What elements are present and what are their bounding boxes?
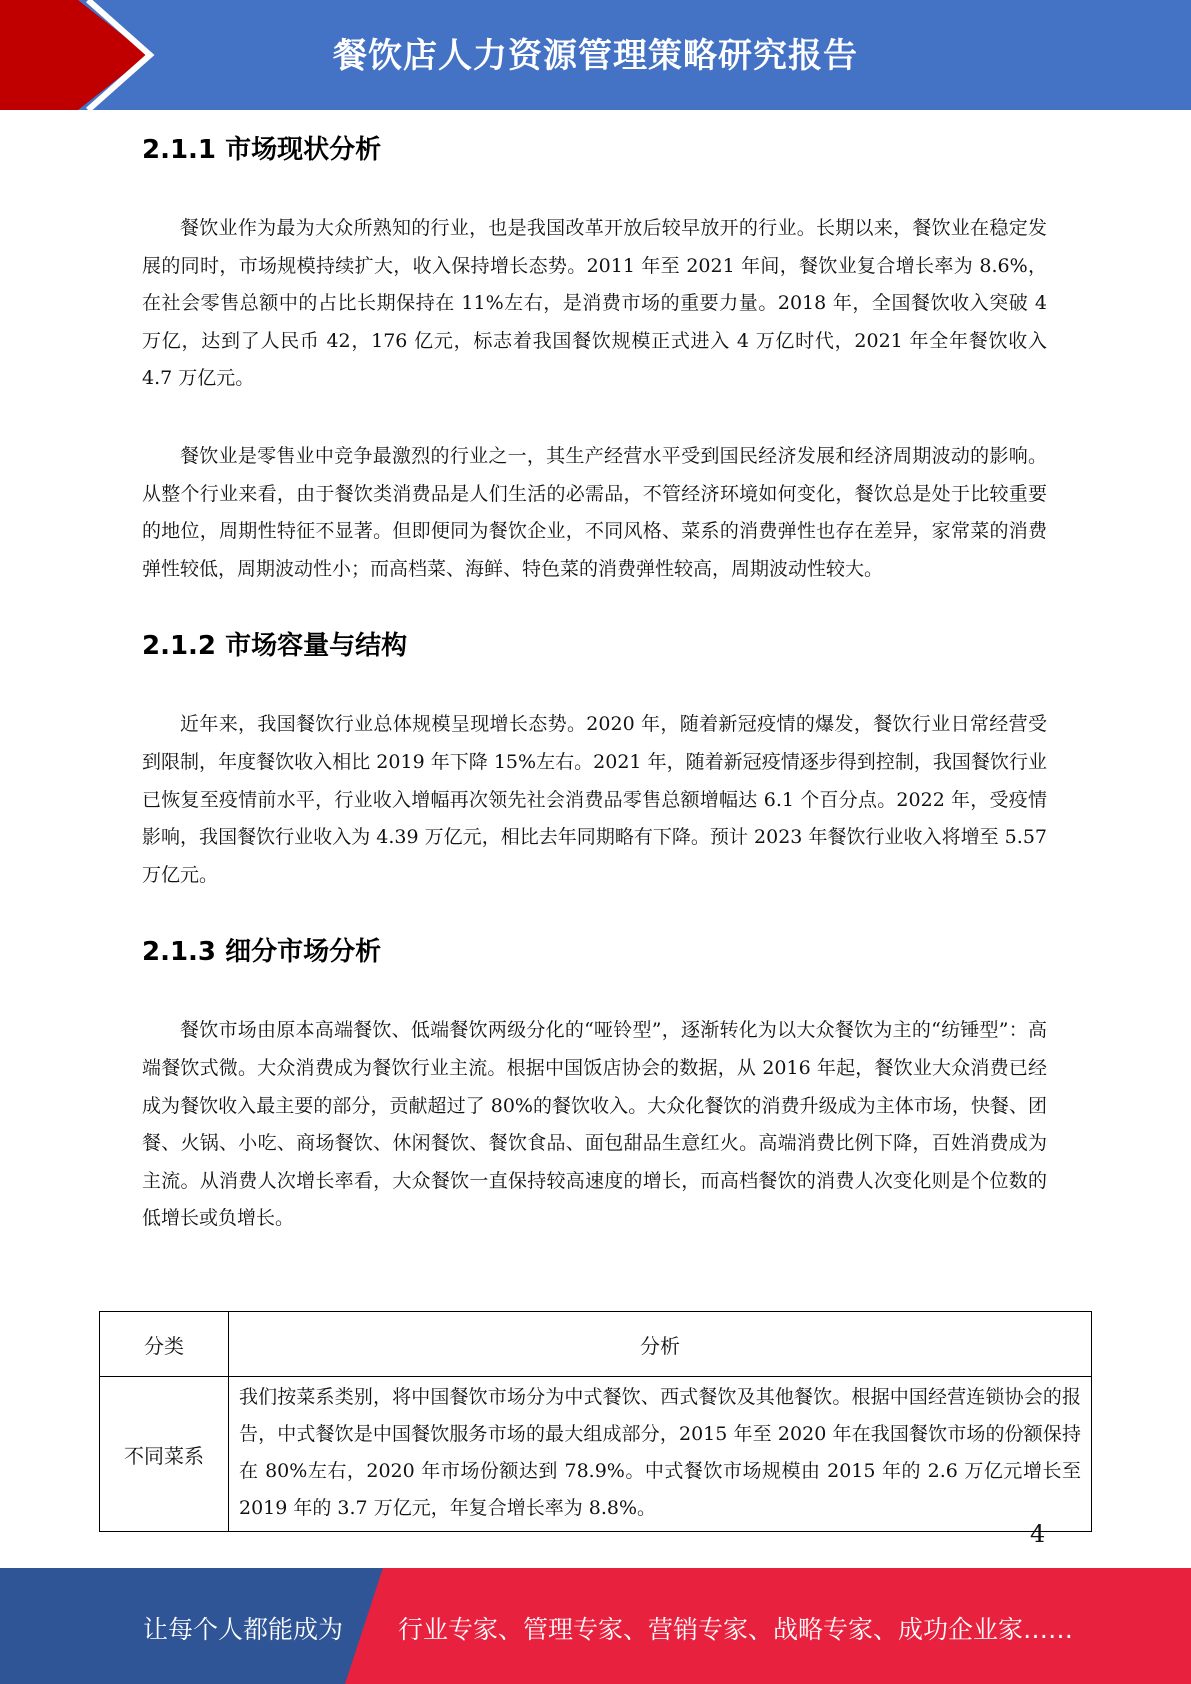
table-row — [100, 1377, 1092, 1532]
header-banner — [0, 0, 1191, 110]
paragraph-market-capacity: 近年来，我国餐饮行业总体规模呈现增长态势。2020 年，随着新冠疫情的爆发，餐饮行业日常经营受到限制，年度餐饮收入相比 2019 年下降 15%左右。2021 年，随着新冠疫情逐步得到控制，我国餐饮行业已恢复至疫情前水平，行业收入增幅再次领先社会消费品零售总额增幅达 6.1 个百分点。2022 年，受疫情影响，我国餐饮行业收入为 4.39 万亿元，相比去年同期略有下降。预计 2023 年餐饮行业收入将增至 5.57 万亿元。 — [142, 713, 1047, 886]
table-header-category: 分类 — [100, 1312, 229, 1377]
page-number: 4 — [1030, 1520, 1046, 1548]
table-header-analysis: 分析 — [229, 1312, 1092, 1377]
footer-slogan-left: 让每个人都能成为 — [143, 1615, 344, 1644]
section-heading-segment-analysis: 2.1.3 细分市场分析 — [142, 937, 382, 968]
paragraph-market-status-1: 餐饮业作为最为大众所熟知的行业，也是我国改革开放后较早放开的行业。长期以来，餐饮业在稳定发展的同时，市场规模持续扩大，收入保持增长态势。2011 年至 2021 年间，餐饮业复合增长率为 8.6%，在社会零售总额中的占比长期保持在 11%左右，是消费市场的重要力量。2018 年，全国餐饮收入突破 4 万亿，达到了人民币 42，176 亿元，标志着我国餐饮规模正式进入 4 万亿时代，2021 年全年餐饮收入 4.7 万亿元。 — [142, 217, 1047, 390]
paragraph-segment-analysis: 餐饮市场由原本高端餐饮、低端餐饮两级分化的“哑铃型”，逐渐转化为以大众餐饮为主的“纺锤型”：高端餐饮式微。大众消费成为餐饮行业主流。根据中国饭店协会的数据，从 2016 年起，餐饮业大众消费已经成为餐饮收入最主要的部分，贡献超过了 80%的餐饮收入。大众化餐饮的消费升级成为主体市场，快餐、团餐、火锅、小吃、商场餐饮、休闲餐饮、餐饮食品、面包甜品生意红火。高端消费比例下降，百姓消费成为主流。从消费人次增长率看，大众餐饮一直保持较高速度的增长，而高档餐饮的消费人次变化则是个位数的低增长或负增长。 — [142, 1019, 1047, 1230]
section-heading-market-capacity: 2.1.2 市场容量与结构 — [142, 631, 408, 662]
report-title: 餐饮店人力资源管理策略研究报告 — [333, 36, 858, 76]
footer-banner — [0, 1568, 1191, 1684]
table-cell-analysis: 我们按菜系类别，将中国餐饮市场分为中式餐饮、西式餐饮及其他餐饮。根据中国经营连锁协会的报告，中式餐饮是中国餐饮服务市场的最大组成部分，2015 年至 2020 年在我国餐饮市场的份额保持在 80%左右，2020 年市场份额达到 78.9%。中式餐饮市场规模由 2015 年的 2.6 万亿元增长至 2019 年的 3.7 万亿元，年复合增长率为 8.8%。 — [229, 1377, 1092, 1532]
main-content — [142, 130, 1047, 1238]
table-header-row — [100, 1312, 1092, 1377]
paragraph-market-status-2: 餐饮业是零售业中竞争最激烈的行业之一，其生产经营水平受到国民经济发展和经济周期波动的影响。从整个行业来看，由于餐饮类消费品是人们生活的必需品，不管经济环境如何变化，餐饮总是处于比较重要的地位，周期性特征不显著。但即便同为餐饮企业，不同风格、菜系的消费弹性也存在差异，家常菜的消费弹性较低，周期波动性小；而高档菜、海鲜、特色菜的消费弹性较高，周期波动性较大。 — [142, 444, 1047, 580]
table-cell-category: 不同菜系 — [100, 1377, 229, 1532]
segment-analysis-table — [99, 1311, 1092, 1532]
section-heading-market-status: 2.1.1 市场现状分析 — [142, 135, 382, 165]
footer-slogan-right: 行业专家、管理专家、营销专家、战略专家、成功企业家…… — [398, 1615, 1074, 1644]
